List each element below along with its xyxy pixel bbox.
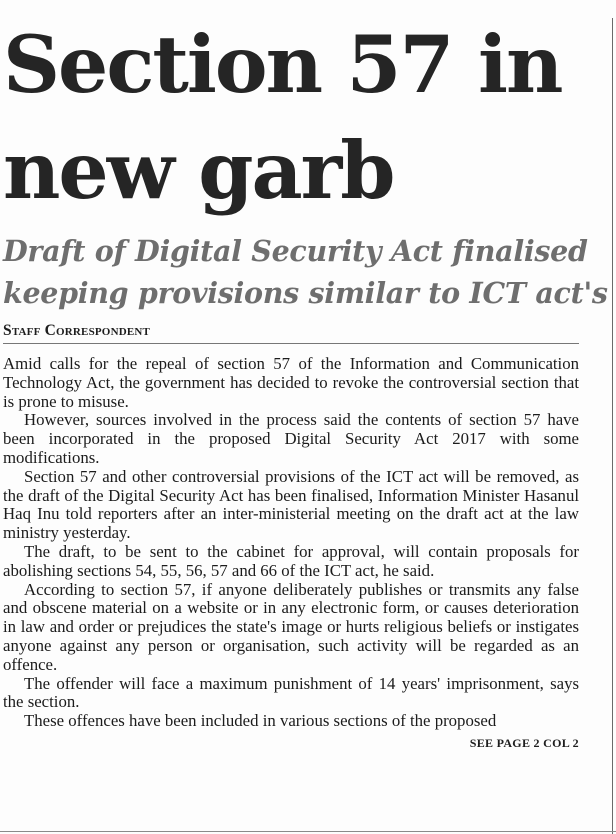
article-paragraph: These offences have been included in various sections of the proposed bbox=[24, 711, 497, 731]
subheadline-line-2: keeping provisions similar to ICT act's bbox=[3, 276, 608, 310]
headline-line-2: new garb bbox=[3, 124, 394, 217]
article-paragraph: The draft, to be sent to the cabinet for approval, will contain proposals for abolishing sections 54, 55, 56, 57 and 66 of the ICT act, he said. bbox=[3, 541, 579, 580]
news-article bbox=[3, 0, 608, 751]
bottom-rule bbox=[0, 831, 616, 832]
subheadline bbox=[3, 230, 608, 314]
article-paragraph: Section 57 and other controversial provisions of the ICT act will be removed, as the draft of the Digital Security Act has been finalised, Information Minister Hasanul Haq Inu told reporters after an inter-ministerial meeting on the draft act at the law ministry yesterday. bbox=[3, 466, 579, 543]
article-paragraph: The offender will face a maximum punishment of 14 years' imprisonment, says the section. bbox=[3, 673, 579, 712]
column-rule-right bbox=[612, 18, 613, 834]
article-paragraph: Amid calls for the repeal of section 57 of the Information and Communication Technology Act, the government has decided to revoke the controversial section that is prone to misuse. bbox=[3, 354, 579, 411]
article-paragraph: However, sources involved in the process said the contents of section 57 have been incorporated in the proposed Digital Security Act 2017 with some modifications. bbox=[3, 410, 579, 467]
subheadline-line-1: Draft of Digital Security Act finalised bbox=[3, 234, 588, 268]
headline bbox=[3, 0, 579, 224]
jump-line: SEE PAGE 2 COL 2 bbox=[469, 735, 579, 750]
byline: Staff Correspondent bbox=[3, 322, 579, 344]
article-body bbox=[3, 355, 579, 731]
article-paragraph: According to section 57, if anyone deliberately publishes or transmits any false and obscene material on a website or in any electronic form, or causes deterioration in law and order or prejudices the state's image or hurts religious beliefs or instigates anyone against any person or organisation, such activity will be regarded as an offence. bbox=[3, 579, 579, 674]
headline-line-1: Section 57 in bbox=[3, 18, 562, 111]
